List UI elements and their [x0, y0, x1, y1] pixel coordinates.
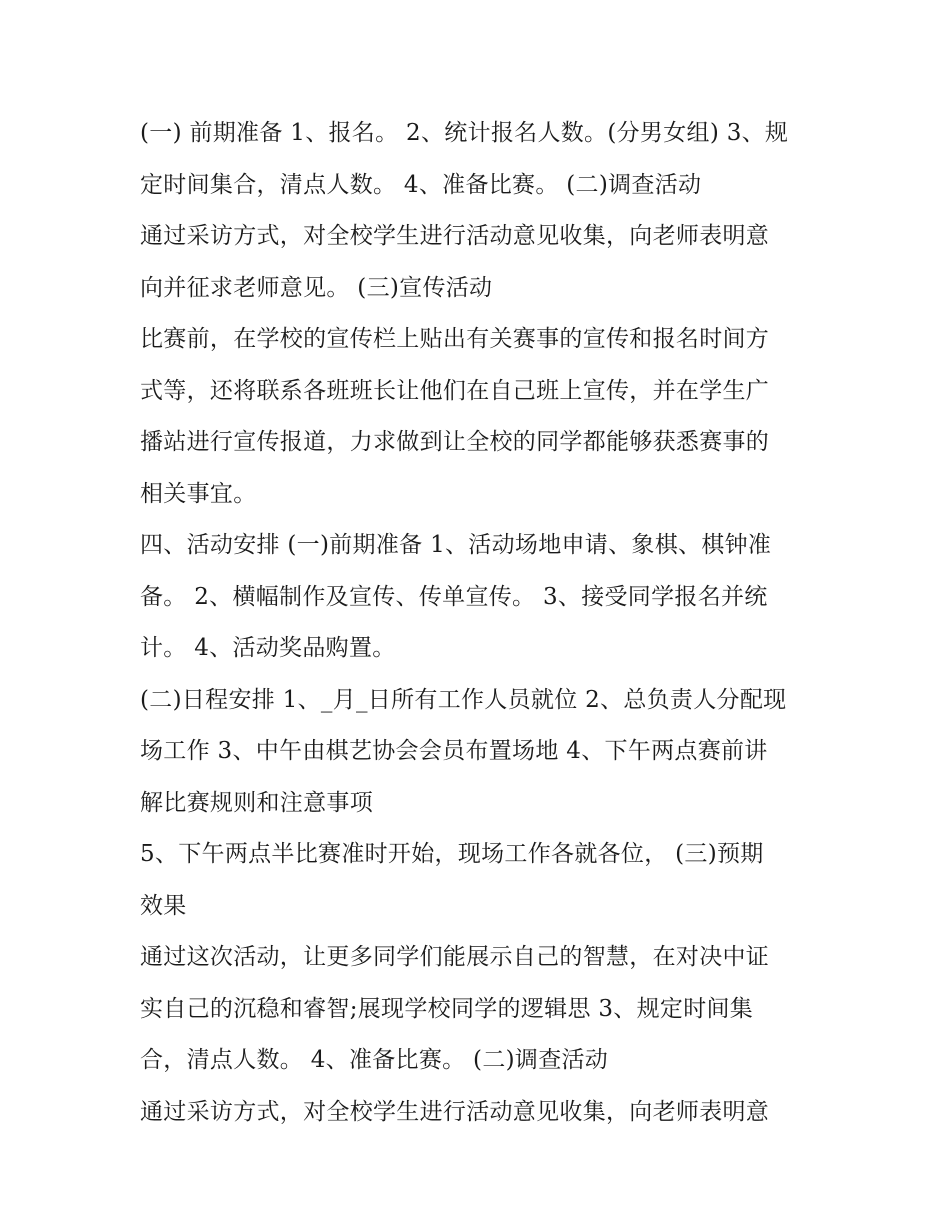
- text-line: 合，清点人数。 4、准备比赛。 (二)调查活动: [140, 1047, 609, 1073]
- text-line: 播站进行宣传报道，力求做到让全校的同学都能够获悉赛事的: [140, 429, 770, 455]
- text-line: 计。 4、活动奖品购置。: [140, 635, 396, 661]
- text-line: 通过采访方式，对全校学生进行活动意见收集，向老师表明意: [140, 223, 770, 249]
- text-line: 场工作 3、中午由棋艺协会会员布置场地 4、下午两点赛前讲: [140, 738, 768, 764]
- text-line: (二)日程安排 1、_月_日所有工作人员就位 2、总负责人分配现: [140, 686, 787, 713]
- text-line: 向并征求老师意见。 (三)宣传活动: [140, 274, 493, 301]
- text-line: 定时间集合，清点人数。 4、准备比赛。 (二)调查活动: [140, 171, 702, 198]
- text-line: 解比赛规则和注意事项: [140, 789, 373, 816]
- text-line: 实自己的沉稳和睿智;展现学校同学的逻辑思 3、规定时间集: [140, 995, 754, 1022]
- text-line: 5、下午两点半比赛准时开始，现场工作各就各位， (三)预期: [140, 841, 764, 867]
- text-line: (一) 前期准备 1、报名。 2、统计报名人数。(分男女组) 3、规: [140, 120, 789, 146]
- text-line: 效果: [140, 892, 187, 919]
- text-line: 式等，还将联系各班班长让他们在自己班上宣传，并在学生广: [140, 377, 770, 404]
- text-line: 比赛前，在学校的宣传栏上贴出有关赛事的宣传和报名时间方: [140, 326, 770, 352]
- text-line: 四、活动安排 (一)前期准备 1、活动场地申请、象棋、棋钟准: [140, 532, 772, 558]
- text-line: 通过采访方式，对全校学生进行活动意见收集，向老师表明意: [140, 1098, 770, 1125]
- text-line: 备。 2、横幅制作及宣传、传单宣传。 3、接受同学报名并统: [140, 583, 768, 610]
- text-line: 相关事宜。: [140, 480, 257, 507]
- text-line: 通过这次活动，让更多同学们能展示自己的智慧，在对决中证: [140, 944, 770, 970]
- body-text: [140, 108, 830, 1138]
